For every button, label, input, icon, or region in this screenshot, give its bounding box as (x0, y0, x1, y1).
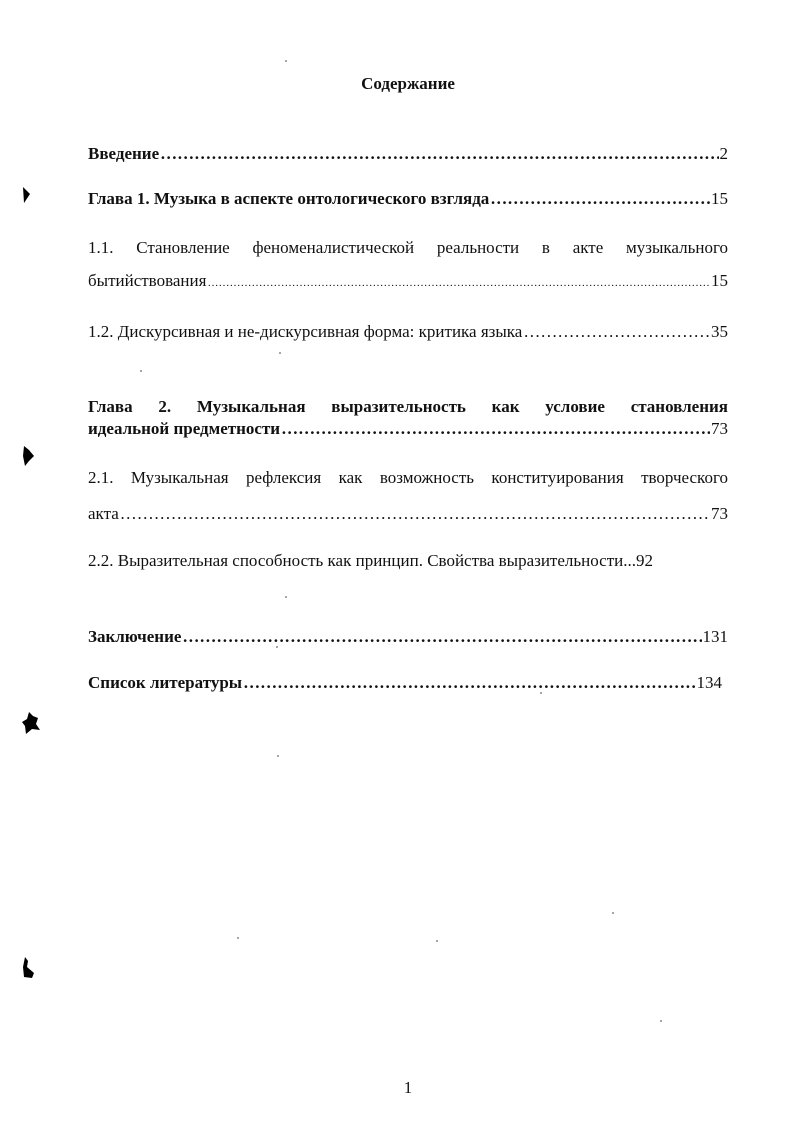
binding-hole-mark (20, 185, 34, 205)
toc-entry-label-line-2: бытийствования (88, 271, 207, 290)
toc-entry-chapter-2 (88, 396, 728, 440)
binding-hole-mark (20, 955, 38, 981)
toc-entry-label: Глава 1. Музыка в аспекте онтологического взгляда (88, 189, 490, 208)
toc-entry-section-2-2 (88, 550, 728, 572)
scan-speck (285, 60, 287, 62)
toc-entry-label-line-1: Глава 2. Музыкальная выразительность как условие становления (88, 397, 728, 416)
scan-speck (285, 596, 287, 598)
toc-leader-dots (160, 143, 718, 165)
toc-entry-chapter-1 (88, 188, 728, 210)
toc-entry-section-2-1 (88, 460, 728, 532)
toc-entry-conclusion (88, 626, 728, 648)
scan-speck (540, 692, 542, 694)
toc-entry-label: 1.2. Дискурсивная и не-дискурсивная форма: критика языка (88, 322, 523, 341)
scan-speck (612, 912, 614, 914)
toc-entry-page: 131 (702, 627, 728, 646)
toc-entry-label-line-2: акта (88, 504, 119, 523)
page-number: 1 (403, 1078, 413, 1097)
toc-entry-label: Список литературы (88, 673, 243, 692)
toc-entry-page: 15 (711, 189, 728, 208)
toc-leader-dots (207, 267, 710, 300)
scan-speck (237, 937, 239, 939)
toc-entry-page: 134 (696, 673, 722, 692)
scan-speck (276, 646, 278, 648)
toc-entry-section-1-1 (88, 231, 728, 300)
toc-leader-dots (120, 496, 710, 532)
toc-entry-page: 2 (719, 144, 728, 163)
toc-entry-label-line-1: 1.1. Становление феноменалистической реальности в акте музыкального (88, 238, 728, 257)
page-title: Содержание (361, 74, 455, 93)
toc-leader-dots (490, 188, 710, 210)
binding-hole-mark (20, 710, 44, 736)
toc-leader-dots (281, 418, 710, 440)
toc-entry-label: 2.2. Выразительная способность как принцип. Свойства выразительности...92 (88, 551, 653, 570)
toc-entry-introduction (88, 143, 728, 165)
toc-entry-label-line-2: идеальной предметности (88, 419, 281, 438)
toc-entry-page: 15 (711, 271, 728, 290)
toc-entry-bibliography (88, 672, 722, 694)
toc-entry-page: 73 (711, 504, 728, 523)
scan-speck (140, 370, 142, 372)
scan-speck (660, 1020, 662, 1022)
toc-entry-page: 73 (711, 419, 728, 438)
toc-entry-label: Введение (88, 144, 160, 163)
toc-entry-page: 35 (711, 322, 728, 341)
toc-leader-dots (523, 321, 710, 343)
binding-hole-mark (20, 444, 38, 468)
scan-speck (277, 755, 279, 757)
toc-leader-dots (182, 626, 701, 648)
toc-entry-label-line-1: 2.1. Музыкальная рефлексия как возможность конституирования творческого (88, 468, 728, 487)
toc-leader-dots (243, 672, 695, 694)
scan-speck (279, 352, 281, 354)
scan-speck (436, 940, 438, 942)
toc-entry-section-1-2 (88, 321, 728, 343)
toc-entry-label: Заключение (88, 627, 182, 646)
